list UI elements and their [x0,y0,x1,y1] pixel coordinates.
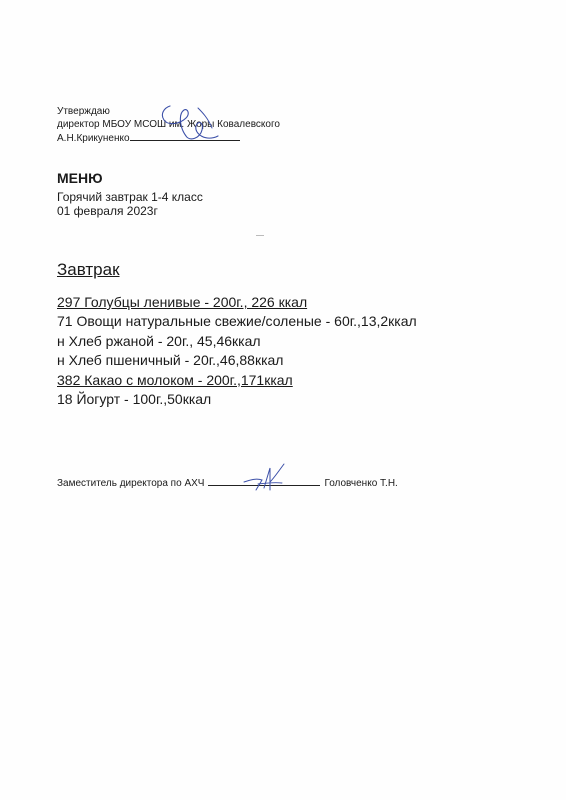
scan-mark [256,235,264,236]
signature-line [130,131,240,141]
menu-title: МЕНЮ [57,170,103,186]
footer-signature-block [57,477,398,490]
approval-block [57,105,280,145]
approver-position: директор МБОУ МСОШ им. Жоры Ковалевского [57,119,280,130]
deputy-name: Головченко Т.Н. [324,478,398,489]
menu-header [57,170,203,218]
menu-item: 71 Овощи натуральные свежие/соленые - 60г.,13,2ккал [57,313,417,330]
menu-date: 01 февраля 2023г [57,204,158,218]
menu-items-list [57,293,417,409]
approver-name: А.Н.Крикуненко [57,133,130,144]
approver-name-line [57,131,280,145]
menu-item: н Хлеб пшеничный - 20г.,46,88ккал [57,352,284,369]
menu-item: 382 Какао с молоком - 200г.,171ккал [57,371,293,388]
approval-label: Утверждаю [57,106,110,117]
meal-heading: Завтрак [57,260,120,279]
deputy-signature-line [208,477,320,486]
menu-item: 18 Йогурт - 100г.,50ккал [57,391,212,408]
deputy-position: Заместитель директора по АХЧ [57,478,205,489]
menu-item: 297 Голубцы ленивые - 200г., 226 ккал [57,294,308,310]
menu-item: н Хлеб ржаной - 20г., 45,46ккал [57,332,261,349]
menu-subtitle: Горячий завтрак 1-4 класс [57,190,203,204]
